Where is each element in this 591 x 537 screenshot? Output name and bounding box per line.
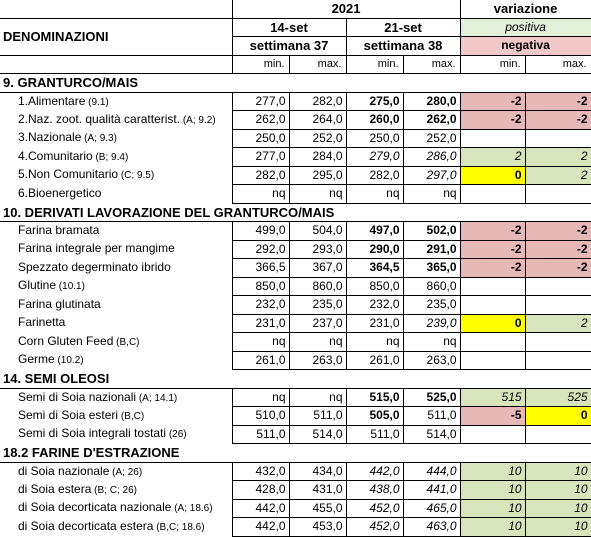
variation-min: 0: [460, 314, 525, 333]
table-row: [0, 425, 591, 444]
row-label: [0, 240, 232, 259]
variation-max: 10: [525, 499, 591, 518]
row-name: Semi di Soia integrali tostati: [18, 426, 167, 441]
price-max-week38: 860,0: [403, 277, 460, 296]
row-name: 4.Comunitario: [18, 148, 93, 163]
row-label: [0, 277, 232, 296]
variation-max: -2: [525, 259, 591, 278]
variation-min: [460, 277, 525, 296]
date2-header: 21-set: [346, 18, 460, 37]
variation-min: [460, 351, 525, 370]
price-min-week37: 511,0: [232, 425, 289, 444]
price-min-week38: 279,0: [346, 148, 403, 167]
price-max-week38: 280,0: [403, 92, 460, 111]
row-label: [0, 92, 232, 111]
price-min-week37: 292,0: [232, 240, 289, 259]
price-min-week38: 282,0: [346, 166, 403, 185]
row-note: (C; 9.5): [118, 170, 155, 182]
variation-max: [525, 277, 591, 296]
row-name: Semi di Soia nazionali: [18, 389, 137, 404]
price-max-week38: 514,0: [403, 425, 460, 444]
price-min-week37: nq: [232, 185, 289, 204]
price-max-week37: 235,0: [289, 296, 346, 315]
price-max-week37: 860,0: [289, 277, 346, 296]
price-max-week37: nq: [289, 388, 346, 407]
row-label: [0, 407, 232, 426]
price-min-week37: 277,0: [232, 148, 289, 167]
row-name: Glutine: [18, 278, 57, 293]
table-row: [0, 111, 591, 130]
price-max-week37: 504,0: [289, 222, 346, 241]
price-max-week38: 365,0: [403, 259, 460, 278]
week2-header: settimana 38: [346, 37, 460, 56]
row-label: [0, 481, 232, 500]
variation-max: 525: [525, 388, 591, 407]
row-note: (26): [166, 429, 187, 441]
row-label: [0, 351, 232, 370]
min-label: min.: [346, 55, 403, 74]
row-note: (B,C): [118, 410, 145, 422]
variation-max: 0: [525, 407, 591, 426]
price-min-week37: 282,0: [232, 166, 289, 185]
table-row: [0, 129, 591, 148]
table-row: [0, 407, 591, 426]
table-row: [0, 166, 591, 185]
variation-min: 10: [460, 499, 525, 518]
price-min-week38: nq: [346, 185, 403, 204]
min-label: min.: [460, 55, 525, 74]
row-label: [0, 388, 232, 407]
price-min-week37: 250,0: [232, 129, 289, 148]
table-row: [0, 499, 591, 518]
price-max-week38: 286,0: [403, 148, 460, 167]
table-row: [0, 518, 591, 537]
price-max-week38: 465,0: [403, 499, 460, 518]
section-title: 10. DERIVATI LAVORAZIONE DEL GRANTURCO/MAIS: [0, 203, 591, 222]
negative-legend: negativa: [460, 37, 591, 56]
price-max-week38: 441,0: [403, 481, 460, 500]
price-max-week37: nq: [289, 185, 346, 204]
table-row: [0, 222, 591, 241]
price-min-week38: 505,0: [346, 407, 403, 426]
price-min-week37: 510,0: [232, 407, 289, 426]
price-min-week38: 850,0: [346, 277, 403, 296]
price-min-week37: 428,0: [232, 481, 289, 500]
row-label: [0, 129, 232, 148]
price-max-week37: 263,0: [289, 351, 346, 370]
row-name: di Soia estera: [18, 481, 92, 496]
row-name: Farina bramata: [18, 223, 100, 237]
table-row: [0, 462, 591, 481]
price-max-week38: nq: [403, 333, 460, 352]
price-max-week38: 525,0: [403, 388, 460, 407]
price-min-week38: 261,0: [346, 351, 403, 370]
date1-header: 14-set: [232, 18, 346, 37]
variation-min: [460, 185, 525, 204]
row-label: [0, 425, 232, 444]
price-min-week38: 364,5: [346, 259, 403, 278]
price-max-week37: 264,0: [289, 111, 346, 130]
variation-min: 10: [460, 518, 525, 537]
row-name: 6.Bioenergetico: [18, 185, 102, 200]
price-min-week38: 438,0: [346, 481, 403, 500]
row-label: [0, 499, 232, 518]
max-label: max.: [289, 55, 346, 74]
price-max-week38: 239,0: [403, 314, 460, 333]
price-min-week38: nq: [346, 333, 403, 352]
price-max-week38: 444,0: [403, 462, 460, 481]
price-max-week37: 252,0: [289, 129, 346, 148]
row-label: [0, 148, 232, 167]
variation-max: 10: [525, 518, 591, 537]
price-min-week38: 250,0: [346, 129, 403, 148]
row-name: 5.Non Comunitario: [18, 167, 119, 182]
variation-max: 2: [525, 148, 591, 167]
price-max-week37: 431,0: [289, 481, 346, 500]
price-min-week37: 499,0: [232, 222, 289, 241]
row-name: 2.Naz. zoot. qualità caratterist.: [18, 111, 181, 126]
row-label: [0, 259, 232, 278]
row-label: [0, 314, 232, 333]
price-max-week37: 514,0: [289, 425, 346, 444]
price-min-week38: 452,0: [346, 518, 403, 537]
price-max-week37: 455,0: [289, 499, 346, 518]
variation-max: 10: [525, 462, 591, 481]
variation-max: [525, 129, 591, 148]
price-min-week37: 850,0: [232, 277, 289, 296]
row-label: [0, 185, 232, 204]
price-max-week38: 235,0: [403, 296, 460, 315]
table-row: [0, 314, 591, 333]
row-note: (B; C; 26): [91, 484, 137, 496]
variation-min: -2: [460, 111, 525, 130]
table-row: [0, 481, 591, 500]
price-max-week37: 453,0: [289, 518, 346, 537]
variation-max: [525, 425, 591, 444]
price-max-week38: 263,0: [403, 351, 460, 370]
row-name: Germe: [18, 352, 55, 367]
variation-min: -2: [460, 240, 525, 259]
variation-min: 10: [460, 462, 525, 481]
row-name: Semi di Soia esteri: [18, 407, 119, 422]
variation-max: -2: [525, 92, 591, 111]
price-max-week38: 262,0: [403, 111, 460, 130]
price-min-week37: 231,0: [232, 314, 289, 333]
price-min-week38: 452,0: [346, 499, 403, 518]
price-min-week37: 432,0: [232, 462, 289, 481]
price-max-week38: 252,0: [403, 129, 460, 148]
price-min-week37: 366,5: [232, 259, 289, 278]
week1-header: settimana 37: [232, 37, 346, 56]
price-max-week37: 284,0: [289, 148, 346, 167]
variation-min: [460, 296, 525, 315]
max-label: max.: [525, 55, 591, 74]
price-min-week37: nq: [232, 333, 289, 352]
variation-min: -2: [460, 92, 525, 111]
row-label: [0, 518, 232, 537]
row-note: (B; 9.4): [92, 151, 129, 163]
variation-max: [525, 351, 591, 370]
price-min-week38: 497,0: [346, 222, 403, 241]
table-row: [0, 240, 591, 259]
row-note: (10.2): [54, 355, 84, 367]
variation-min: 10: [460, 481, 525, 500]
table-row: [0, 185, 591, 204]
table-row: [0, 277, 591, 296]
variation-header: variazione: [460, 0, 591, 18]
price-min-week38: 231,0: [346, 314, 403, 333]
price-max-week37: 293,0: [289, 240, 346, 259]
table-row: [0, 92, 591, 111]
price-max-week37: 434,0: [289, 462, 346, 481]
row-label: [0, 462, 232, 481]
price-min-week37: 442,0: [232, 518, 289, 537]
row-note: (10.1): [56, 281, 85, 293]
row-note: (B,C; 18.6): [153, 521, 205, 533]
table-row: [0, 259, 591, 278]
row-label: [0, 111, 232, 130]
positive-legend: positiva: [460, 18, 591, 37]
row-note: (A; 26): [109, 466, 143, 478]
price-max-week37: 237,0: [289, 314, 346, 333]
price-min-week37: nq: [232, 388, 289, 407]
price-min-week38: 511,0: [346, 425, 403, 444]
row-name: di Soia decorticata estera: [18, 518, 154, 533]
row-note: (A; 18.6): [171, 503, 213, 515]
row-note: (A; 14.1): [136, 392, 178, 404]
price-min-week38: 290,0: [346, 240, 403, 259]
table-row: [0, 388, 591, 407]
price-max-week38: 463,0: [403, 518, 460, 537]
row-name: Farina glutinata: [18, 296, 101, 311]
price-min-week38: 515,0: [346, 388, 403, 407]
variation-max: [525, 185, 591, 204]
row-name: 1.Alimentare: [18, 93, 86, 108]
row-label: [0, 333, 232, 352]
price-min-week38: 260,0: [346, 111, 403, 130]
price-min-week37: 277,0: [232, 92, 289, 111]
variation-max: -2: [525, 222, 591, 241]
row-name: di Soia nazionale: [18, 463, 110, 478]
variation-max: 10: [525, 481, 591, 500]
variation-min: -2: [460, 259, 525, 278]
price-max-week38: 511,0: [403, 407, 460, 426]
row-name: Corn Gluten Feed: [18, 333, 114, 348]
row-note: (9.1): [85, 96, 109, 108]
price-min-week37: 261,0: [232, 351, 289, 370]
section-title: 18.2 FARINE D'ESTRAZIONE: [0, 444, 591, 463]
variation-min: [460, 333, 525, 352]
price-min-week37: 262,0: [232, 111, 289, 130]
section-title: 14. SEMI OLEOSI: [0, 370, 591, 389]
variation-max: [525, 333, 591, 352]
row-name: Farinetta: [18, 315, 66, 330]
variation-min: [460, 129, 525, 148]
row-name: di Soia decorticata nazionale: [18, 500, 172, 515]
denominazioni-header: DENOMINAZIONI: [0, 18, 232, 55]
price-max-week37: 511,0: [289, 407, 346, 426]
section-title: 9. GRANTURCO/MAIS: [0, 74, 591, 93]
variation-min: -2: [460, 222, 525, 241]
year-header: 2021: [232, 0, 460, 18]
variation-max: 2: [525, 166, 591, 185]
row-name: Farina integrale per mangime: [18, 241, 175, 256]
max-label: max.: [403, 55, 460, 74]
price-max-week37: 367,0: [289, 259, 346, 278]
price-max-week38: 291,0: [403, 240, 460, 259]
price-min-week38: 442,0: [346, 462, 403, 481]
variation-min: [460, 425, 525, 444]
row-note: (A; 9.3): [81, 133, 117, 145]
price-max-week37: 295,0: [289, 166, 346, 185]
row-name: 3.Nazionale: [18, 130, 82, 145]
table-row: [0, 351, 591, 370]
price-max-week38: 502,0: [403, 222, 460, 241]
row-note: (B,C): [113, 336, 140, 348]
variation-min: 515: [460, 388, 525, 407]
min-label: min.: [232, 55, 289, 74]
row-label: [0, 222, 232, 241]
variation-max: [525, 296, 591, 315]
price-min-week38: 232,0: [346, 296, 403, 315]
table-row: [0, 148, 591, 167]
price-max-week37: 282,0: [289, 92, 346, 111]
row-note: (A; 9.2): [180, 114, 216, 126]
variation-min: 2: [460, 148, 525, 167]
variation-min: -5: [460, 407, 525, 426]
row-label: [0, 166, 232, 185]
variation-max: 2: [525, 314, 591, 333]
variation-max: -2: [525, 240, 591, 259]
price-min-week37: 232,0: [232, 296, 289, 315]
price-min-week38: 275,0: [346, 92, 403, 111]
variation-max: -2: [525, 111, 591, 130]
price-max-week38: 297,0: [403, 166, 460, 185]
variation-min: 0: [460, 166, 525, 185]
price-min-week37: 442,0: [232, 499, 289, 518]
row-label: [0, 296, 232, 315]
row-name: Spezzato degerminato ibrido: [18, 259, 171, 274]
price-max-week37: nq: [289, 333, 346, 352]
price-max-week38: nq: [403, 185, 460, 204]
table-row: [0, 296, 591, 315]
table-row: [0, 333, 591, 352]
